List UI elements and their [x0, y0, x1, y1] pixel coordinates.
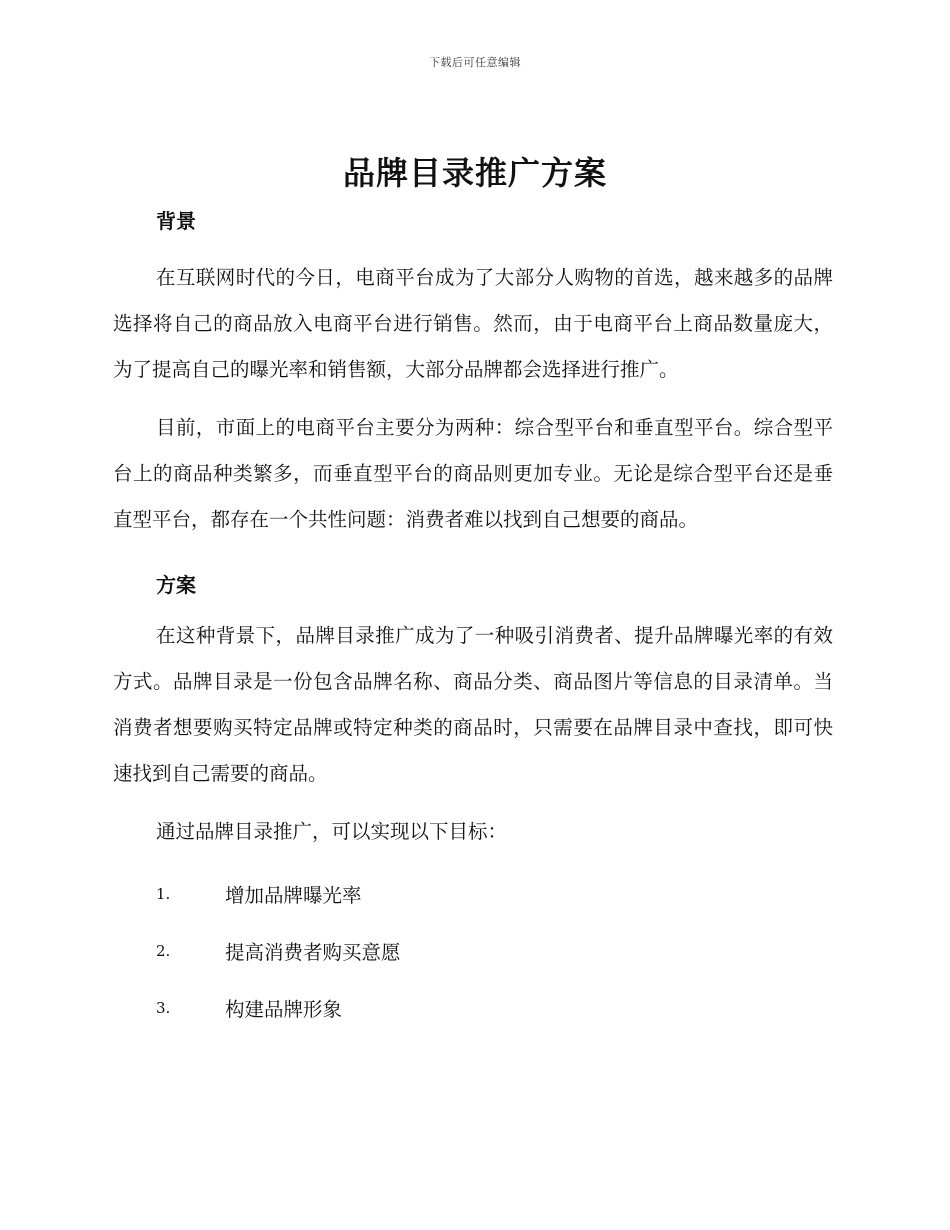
- document-title: 品牌目录推广方案: [342, 154, 607, 192]
- goal-text: 增加品牌曝光率: [225, 883, 362, 907]
- goal-text: 构建品牌形象: [225, 997, 343, 1021]
- background-paragraph: 目前，市面上的电商平台主要分为两种：综合型平台和垂直型平台。综合型平台上的商品种类繁多，而垂直型平台的商品则更加专业。无论是综合型平台还是垂直型平台，都存在一个共性问题：消费者难以找到自己想要的商品。: [113, 416, 833, 531]
- goal-item: [113, 922, 833, 979]
- goal-text: 提高消费者购买意愿: [225, 940, 401, 964]
- goal-list: [113, 865, 833, 1036]
- document-body: [113, 205, 833, 1036]
- goal-item: [113, 865, 833, 922]
- plan-paragraph: 通过品牌目录推广，可以实现以下目标：: [156, 820, 508, 843]
- goal-number: 3.: [156, 998, 171, 1017]
- background-paragraph: 在互联网时代的今日，电商平台成为了大部分人购物的首选，越来越多的品牌选择将自己的商品放入电商平台进行销售。然而，由于电商平台上商品数量庞大，为了提高自己的曝光率和销售额，大部分品牌都会选择进行推广。: [113, 266, 833, 381]
- goal-number: 1.: [156, 884, 171, 903]
- plan-paragraph: 在这种背景下，品牌目录推广成为了一种吸引消费者、提升品牌曝光率的有效方式。品牌目录是一份包含品牌名称、商品分类、商品图片等信息的目录清单。当消费者想要购买特定品牌或特定种类的商品时，只需要在品牌目录中查找，即可快速找到自己需要的商品。: [113, 624, 833, 785]
- section-heading-background: 背景: [156, 209, 196, 233]
- goal-number: 2.: [156, 941, 171, 960]
- goal-item: [113, 979, 833, 1036]
- header-note: 下载后可任意编辑: [429, 56, 521, 69]
- section-heading-plan: 方案: [156, 573, 196, 597]
